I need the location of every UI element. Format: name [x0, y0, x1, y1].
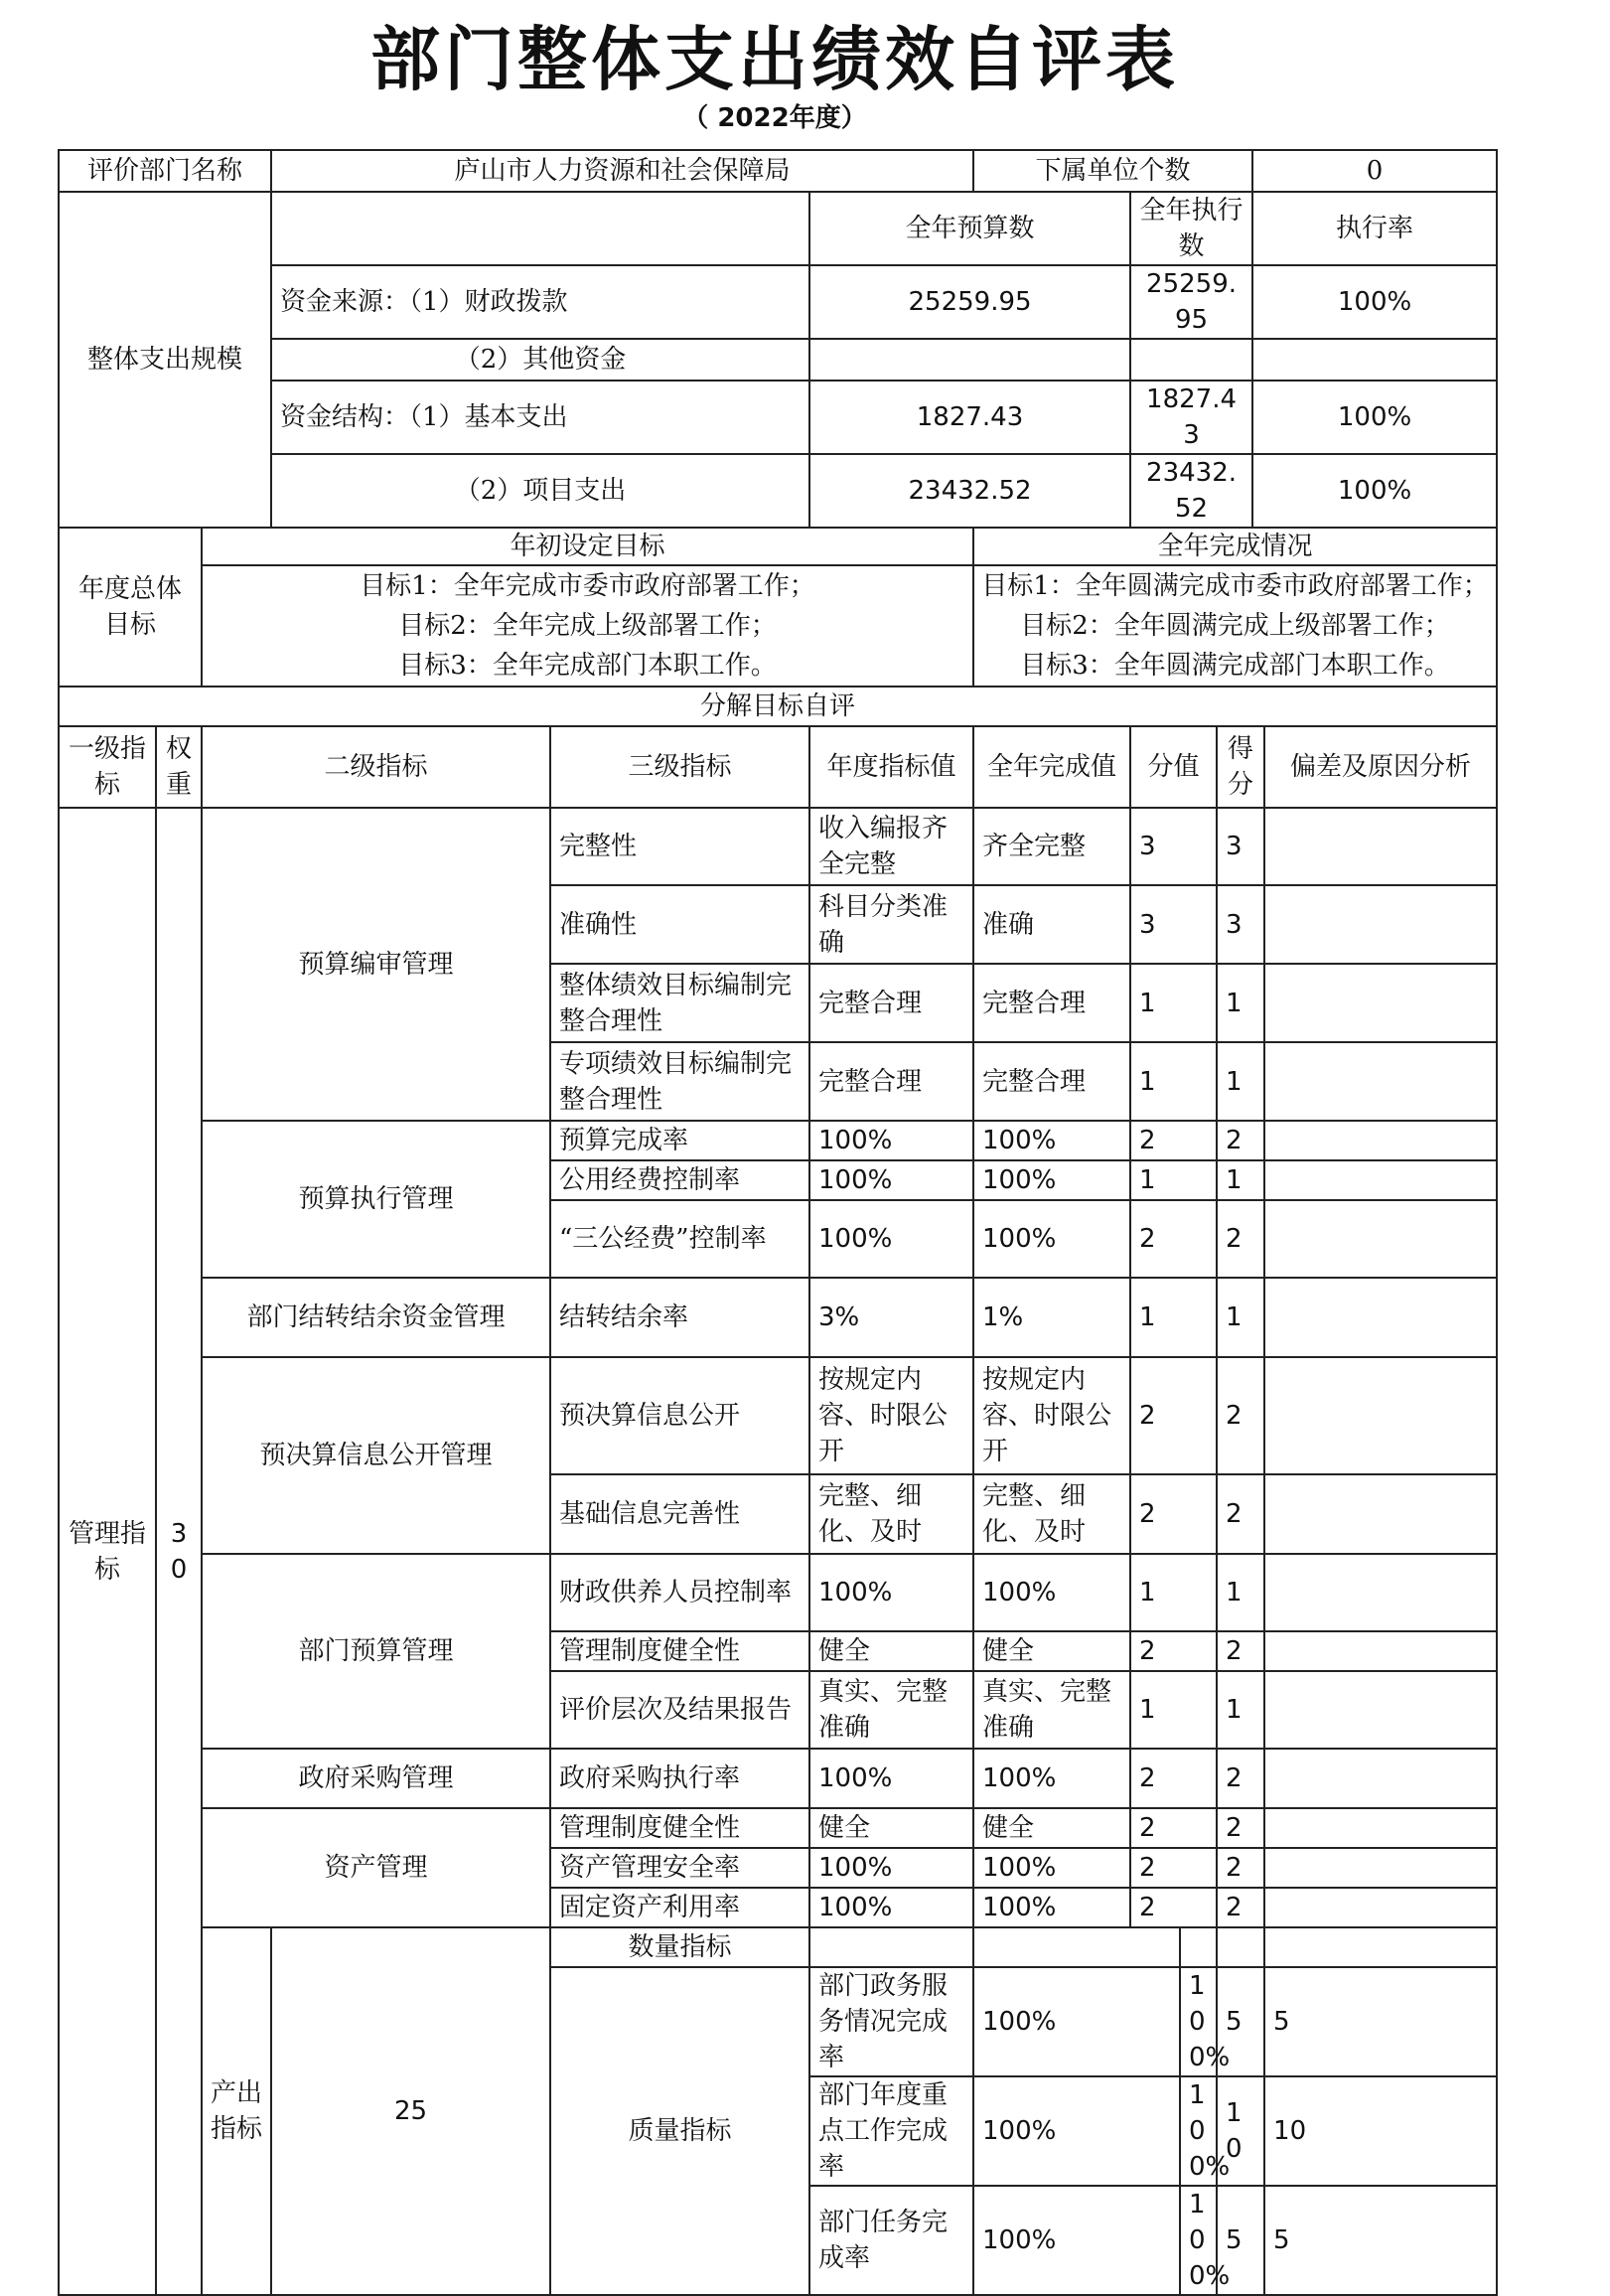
score: 1	[1217, 964, 1264, 1042]
score: 2	[1217, 1631, 1264, 1671]
score: 3	[1217, 885, 1264, 964]
score-value: 3	[1130, 885, 1217, 964]
target-value: 健全	[809, 1631, 973, 1671]
actual-value: 完整、细化、及时	[973, 1474, 1130, 1554]
score: 2	[1217, 1357, 1264, 1474]
goals-label: 年度总体目标	[59, 528, 202, 687]
scale-exec	[1130, 339, 1252, 381]
actual-value: 健全	[973, 1808, 1130, 1848]
target-value: 100%	[973, 1967, 1180, 2076]
analysis	[1264, 1749, 1497, 1808]
breakdown-title: 分解目标自评	[59, 687, 1497, 726]
analysis	[1264, 1160, 1497, 1200]
score-value: 2	[1130, 1631, 1217, 1671]
scale-row	[59, 381, 1497, 454]
level3-name: 专项绩效目标编制完整合理性	[550, 1042, 809, 1121]
actual-value: 1%	[973, 1278, 1130, 1357]
target-value: 完整合理	[809, 964, 973, 1042]
actual-value: 100%	[973, 1160, 1130, 1200]
scale-exec: 23432.52	[1130, 454, 1252, 528]
col-exec: 全年执行数	[1130, 192, 1252, 265]
goal-line: 目标2：全年圆满完成上级部署工作；	[1020, 611, 1450, 641]
target-value: 100%	[809, 1121, 973, 1160]
indicator-row	[59, 1927, 1497, 1967]
level3-name: 预算完成率	[550, 1121, 809, 1160]
actual-value: 按规定内容、时限公开	[973, 1357, 1130, 1474]
goal-line: 目标1：全年圆满完成市委市政府部署工作；	[981, 571, 1489, 601]
score-value: 1	[1130, 1554, 1217, 1631]
score-value: 1	[1130, 1160, 1217, 1200]
analysis	[1264, 1888, 1497, 1927]
level1-output: 产出指标	[202, 1927, 271, 2295]
score-value: 2	[1130, 1888, 1217, 1927]
score: 1	[1217, 1160, 1264, 1200]
col-level2: 二级指标	[202, 726, 550, 808]
actual-value: 100%	[1180, 2186, 1217, 2295]
score-value: 2	[1130, 1357, 1217, 1474]
score: 2	[1217, 1121, 1264, 1160]
level1-management: 管理指标	[59, 808, 156, 2295]
level3-name: 部门年度重点工作完成率	[809, 2076, 973, 2186]
indicator-row	[59, 1749, 1497, 1808]
score-value: 5	[1217, 2186, 1264, 2295]
level2-name: 预决算信息公开管理	[202, 1357, 550, 1554]
weight-management: 30	[156, 808, 202, 2295]
score: 1	[1217, 1278, 1264, 1357]
units-label: 下属单位个数	[973, 150, 1252, 192]
header-row	[59, 150, 1497, 192]
scale-row	[59, 339, 1497, 381]
level3-name: 公用经费控制率	[550, 1160, 809, 1200]
report-year: （ 2022年度）	[682, 103, 867, 133]
score: 1	[1217, 1042, 1264, 1121]
target-value: 100%	[809, 1749, 973, 1808]
level3-name: 资产管理安全率	[550, 1848, 809, 1888]
column-header-row	[59, 726, 1497, 808]
scale-exec: 1827.43	[1130, 381, 1252, 454]
actual-value: 准确	[973, 885, 1130, 964]
level3-name: 政府采购执行率	[550, 1749, 809, 1808]
level2-quality: 质量指标	[550, 1967, 809, 2295]
level3-name: “三公经费”控制率	[550, 1200, 809, 1278]
score-value: 2	[1130, 1200, 1217, 1278]
goals-done-header: 全年完成情况	[973, 528, 1497, 565]
target-value: 按规定内容、时限公开	[809, 1357, 973, 1474]
goal-line: 目标3：全年圆满完成部门本职工作。	[1020, 651, 1450, 681]
score-value: 2	[1130, 1749, 1217, 1808]
analysis	[1264, 1474, 1497, 1554]
analysis	[1264, 1042, 1497, 1121]
score: 1	[1217, 1554, 1264, 1631]
level3-name: 管理制度健全性	[550, 1808, 809, 1848]
score: 2	[1217, 1474, 1264, 1554]
target-value: 100%	[809, 1888, 973, 1927]
goal-line: 目标3：全年完成部门本职工作。	[398, 651, 777, 681]
scale-row	[59, 265, 1497, 339]
level3-name: 部门政务服务情况完成率	[809, 1967, 973, 2076]
dept-label: 评价部门名称	[59, 150, 271, 192]
analysis	[1264, 1848, 1497, 1888]
level3-name: 财政供养人员控制率	[550, 1554, 809, 1631]
actual-value: 100%	[973, 1200, 1130, 1278]
score-value: 1	[1130, 1042, 1217, 1121]
scale-rate	[1252, 339, 1497, 381]
level2-name: 资产管理	[202, 1808, 550, 1927]
scale-label: 整体支出规模	[59, 192, 271, 528]
target-value: 3%	[809, 1278, 973, 1357]
scale-row-label: （2）项目支出	[271, 454, 809, 528]
score-value: 10	[1217, 2076, 1264, 2186]
col-rate: 执行率	[1252, 192, 1497, 265]
level3-name: 结转结余率	[550, 1278, 809, 1357]
actual-value: 100%	[1180, 1967, 1217, 2076]
target-value: 100%	[973, 2186, 1180, 2295]
actual-value: 健全	[973, 1631, 1130, 1671]
scale-budget	[809, 339, 1130, 381]
analysis	[1264, 1357, 1497, 1474]
actual-value: 完整合理	[973, 964, 1130, 1042]
actual-value: 100%	[973, 1888, 1130, 1927]
page-title: 部门整体支出绩效自评表	[370, 18, 1179, 100]
indicator-row	[59, 1121, 1497, 1160]
actual-value: 100%	[1180, 2076, 1217, 2186]
scale-rate: 100%	[1252, 381, 1497, 454]
analysis	[1264, 1200, 1497, 1278]
score: 2	[1217, 1749, 1264, 1808]
target-value: 完整、细化、及时	[809, 1474, 973, 1554]
score: 5	[1264, 2186, 1497, 2295]
target-value: 100%	[973, 2076, 1180, 2186]
col-score-value: 分值	[1130, 726, 1217, 808]
col-weight: 权重	[156, 726, 202, 808]
actual-value: 100%	[973, 1121, 1130, 1160]
score-value: 2	[1130, 1808, 1217, 1848]
level3-name: 固定资产利用率	[550, 1888, 809, 1927]
actual-value: 完整合理	[973, 1042, 1130, 1121]
evaluation-table	[58, 149, 1498, 2296]
col-level1: 一级指标	[59, 726, 156, 808]
score-value: 3	[1130, 808, 1217, 885]
target-value: 收入编报齐全完整	[809, 808, 973, 885]
col-budget: 全年预算数	[809, 192, 1130, 265]
level3-name: 部门任务完成率	[809, 2186, 973, 2295]
analysis	[1264, 1631, 1497, 1671]
goals-row	[59, 565, 1497, 687]
breakdown-title-row	[59, 687, 1497, 726]
score-value: 2	[1130, 1121, 1217, 1160]
target-value: 100%	[809, 1160, 973, 1200]
actual-value: 100%	[973, 1554, 1130, 1631]
level3-name: 基础信息完善性	[550, 1474, 809, 1554]
score: 2	[1217, 1888, 1264, 1927]
analysis	[1264, 1121, 1497, 1160]
scale-exec: 25259.95	[1130, 265, 1252, 339]
analysis	[1264, 1278, 1497, 1357]
goal-line: 目标2：全年完成上级部署工作；	[398, 611, 777, 641]
scale-budget: 25259.95	[809, 265, 1130, 339]
level3-name: 准确性	[550, 885, 809, 964]
scale-budget: 1827.43	[809, 381, 1130, 454]
score-value: 2	[1130, 1848, 1217, 1888]
indicator-row	[59, 1357, 1497, 1474]
analysis	[1264, 1808, 1497, 1848]
units-value: 0	[1252, 150, 1497, 192]
score: 2	[1217, 1200, 1264, 1278]
score: 1	[1217, 1671, 1264, 1749]
goals-header-row	[59, 528, 1497, 565]
scale-row-label: 资金结构：（1）基本支出	[271, 381, 809, 454]
level3-name: 完整性	[550, 808, 809, 885]
goals-set	[202, 565, 973, 687]
target-value: 真实、完整准确	[809, 1671, 973, 1749]
target-value: 100%	[809, 1848, 973, 1888]
target-value: 100%	[809, 1554, 973, 1631]
score-value: 1	[1130, 1278, 1217, 1357]
col-level3: 三级指标	[550, 726, 809, 808]
target-value: 100%	[809, 1200, 973, 1278]
scale-row	[59, 454, 1497, 528]
indicator-row	[59, 808, 1497, 885]
scale-rate: 100%	[1252, 265, 1497, 339]
level2-quantity: 数量指标	[550, 1927, 809, 1967]
actual-value: 真实、完整准确	[973, 1671, 1130, 1749]
level3-name: 整体绩效目标编制完整合理性	[550, 964, 809, 1042]
scale-budget: 23432.52	[809, 454, 1130, 528]
goals-set-header: 年初设定目标	[202, 528, 973, 565]
dept-value: 庐山市人力资源和社会保障局	[271, 150, 973, 192]
score: 2	[1217, 1808, 1264, 1848]
score-value: 1	[1130, 1671, 1217, 1749]
actual-value: 100%	[973, 1848, 1130, 1888]
col-score: 得分	[1217, 726, 1264, 808]
indicator-row	[59, 1808, 1497, 1848]
col-actual: 全年完成值	[973, 726, 1130, 808]
level3-name: 评价层次及结果报告	[550, 1671, 809, 1749]
level2-name: 部门结转结余资金管理	[202, 1278, 550, 1357]
scale-row-label: （2）其他资金	[271, 339, 809, 381]
indicator-row	[59, 1278, 1497, 1357]
analysis	[1264, 808, 1497, 885]
score: 5	[1264, 1967, 1497, 2076]
goal-line: 目标1：全年完成市委市政府部署工作；	[360, 571, 815, 601]
score-value: 2	[1130, 1474, 1217, 1554]
analysis	[1264, 1554, 1497, 1631]
col-analysis: 偏差及原因分析	[1264, 726, 1497, 808]
analysis	[1264, 964, 1497, 1042]
level2-name: 预算编审管理	[202, 808, 550, 1121]
target-value: 完整合理	[809, 1042, 973, 1121]
score: 3	[1217, 808, 1264, 885]
scale-header-row	[59, 192, 1497, 265]
level3-name: 预决算信息公开	[550, 1357, 809, 1474]
level2-name: 政府采购管理	[202, 1749, 550, 1808]
actual-value: 100%	[973, 1749, 1130, 1808]
goals-done	[973, 565, 1497, 687]
level3-name: 管理制度健全性	[550, 1631, 809, 1671]
score-value: 5	[1217, 1967, 1264, 2076]
actual-value: 齐全完整	[973, 808, 1130, 885]
scale-rate: 100%	[1252, 454, 1497, 528]
weight-output: 25	[271, 1927, 550, 2295]
target-value: 科目分类准确	[809, 885, 973, 964]
target-value: 健全	[809, 1808, 973, 1848]
score: 2	[1217, 1848, 1264, 1888]
level2-name: 预算执行管理	[202, 1121, 550, 1278]
score-value: 1	[1130, 964, 1217, 1042]
analysis	[1264, 1671, 1497, 1749]
score: 10	[1264, 2076, 1497, 2186]
analysis	[1264, 885, 1497, 964]
level2-name: 部门预算管理	[202, 1554, 550, 1749]
scale-row-label: 资金来源：（1）财政拨款	[271, 265, 809, 339]
col-target: 年度指标值	[809, 726, 973, 808]
indicator-row	[59, 1554, 1497, 1631]
